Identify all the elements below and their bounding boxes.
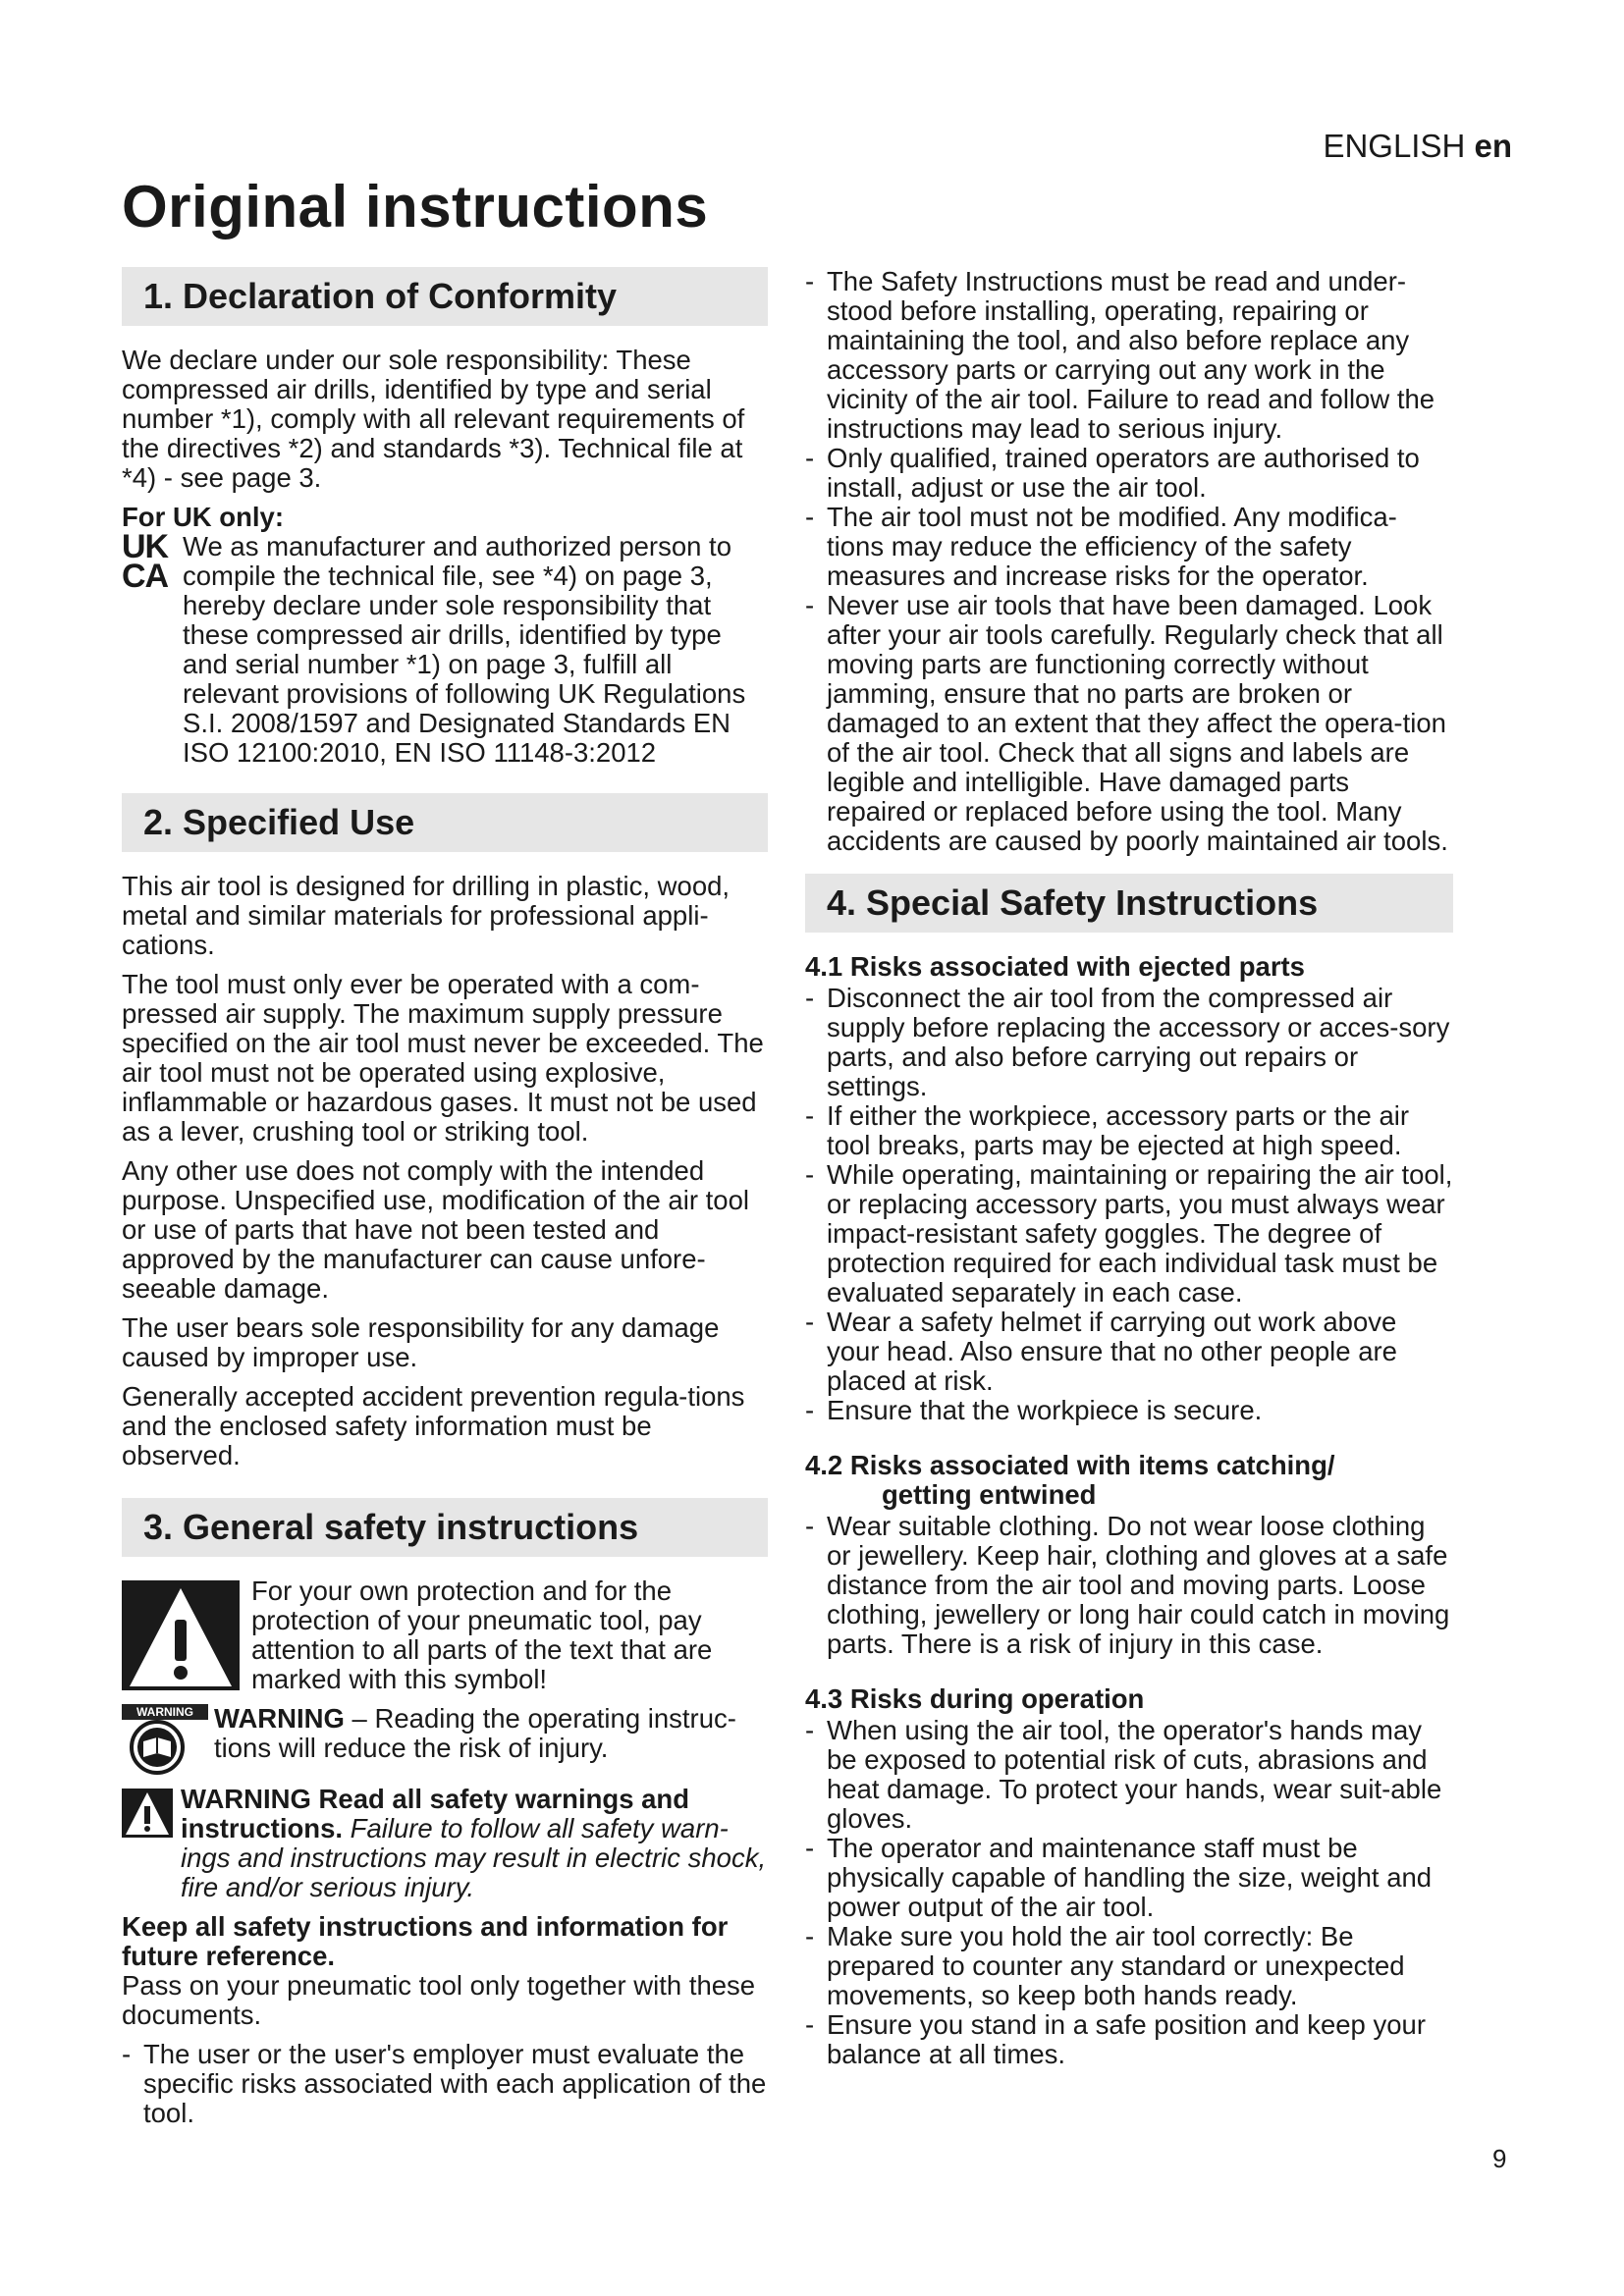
list-item: - The Safety Instructions must be read and under-stood before installing, operating, repairing or maintaining the tool, and also before replace any accessory parts or carrying out any work in the vicinity of the air tool. Failure to read and follow the instructions may lead to serious injury.: [805, 267, 1453, 444]
uk-only-heading: For UK only:: [122, 502, 284, 532]
warning-read-text: [214, 1704, 768, 1763]
specified-use-p2: The tool must only ever be operated with a com-pressed air supply. The maximum supply pressure specified on the air tool must never be exceeded. The air tool must not be operated using explosive, inflammable or hazardous gases. It must not be used as a lever, crushing tool or striking tool.: [122, 969, 764, 1147]
list-item: - Make sure you hold the air tool correctly: Be prepared to counter any standard or unexpected movements, so keep both hands ready.: [805, 1922, 1453, 2010]
list-item: - Only qualified, trained operators are authorised to install, adjust or use the air tool.: [805, 444, 1453, 503]
read-all-text: [181, 1785, 768, 1902]
warning-read-manual: [122, 1704, 768, 1775]
subsection-heading-catching-line1: 4.2 Risks associated with items catching/: [805, 1450, 1335, 1480]
section-heading-declaration: 1. Declaration of Conformity: [122, 267, 768, 326]
list-item: - When using the air tool, the operator's hands may be exposed to potential risk of cuts, abrasions and heat damage. To protect your hands, wear suit-able gloves.: [805, 1716, 1453, 1834]
list-item: - Wear a safety helmet if carrying out work above your head. Also ensure that no other people are placed at risk.: [805, 1308, 1453, 1396]
symbol-note: [122, 1576, 768, 1694]
specified-use-p5: Generally accepted accident prevention regula-tions and the enclosed safety information must be observed.: [122, 1381, 745, 1470]
book-icon: [128, 1720, 187, 1775]
list-item: - If either the workpiece, accessory parts or the air tool breaks, parts may be ejected at high speed.: [805, 1101, 1453, 1160]
language-code: en: [1474, 128, 1512, 164]
list-item: - Disconnect the air tool from the compressed air supply before replacing the accessory or acces-sory parts, and also before carrying out repairs or settings.: [805, 984, 1453, 1101]
language-indicator: [1159, 128, 1512, 165]
ukca-text: We as manufacturer and authorized person to compile the technical file, see *4) on page 3, hereby declare under sole responsibility that these compressed air drills, identified by type and serial number *1) on page 3, fulfill all relevant provisions of following UK Regulations S.I. 2008/1597 and Designated Standards EN ISO 12100:2010, EN ISO 11148-3:2012: [183, 531, 746, 768]
operation-list: [805, 1716, 1453, 2069]
list-item: - Ensure that the workpiece is secure.: [805, 1396, 1453, 1425]
catching-list: [805, 1512, 1453, 1659]
warning-badge: WARNING: [122, 1704, 208, 1720]
subsection-heading-ejected-parts: 4.1 Risks associated with ejected parts: [805, 951, 1305, 982]
warning-text: – Reading the operating instruc-tions will reduce the risk of injury.: [214, 1703, 736, 1763]
page-title: Original instructions: [122, 174, 709, 240]
general-safety-list-right: [805, 267, 1453, 856]
ukca-mark-icon: [122, 528, 183, 768]
left-column: [122, 267, 768, 2128]
subsection-heading-operation: 4.3 Risks during operation: [805, 1683, 1145, 1714]
list-item: - Ensure you stand in a safe position and keep your balance at all times.: [805, 2010, 1453, 2069]
right-column: [805, 267, 1453, 2069]
list-item: - The user or the user's employer must evaluate the specific risks associated with each application of the tool.: [122, 2040, 768, 2128]
read-manual-icon: [122, 1704, 210, 1775]
list-item: - The air tool must not be modified. Any modifica-tions may reduce the efficiency of the safety measures and increase risks for the operator.: [805, 503, 1453, 591]
ukca-declaration: [122, 528, 768, 768]
language-name: ENGLISH: [1323, 128, 1466, 164]
section-heading-special-safety: 4. Special Safety Instructions: [805, 874, 1453, 933]
specified-use-p1: This air tool is designed for drilling in plastic, wood, metal and similar materials for professional appli-cations.: [122, 871, 731, 960]
ukca-mark-top: UK: [122, 528, 169, 565]
ejected-parts-list: [805, 984, 1453, 1425]
read-all-bold: WARNING Read all safety warnings and instructions.: [181, 1784, 690, 1843]
list-item: - Never use air tools that have been damaged. Look after your air tools carefully. Regularly check that all moving parts are functioning correctly without jamming, ensure that no parts are broken or damaged to an extent that they affect the opera-tion of the air tool. Check that all signs and labels are legible and intelligible. Have damaged parts repaired or replaced before using the tool. Many accidents are caused by poorly maintained air tools.: [805, 591, 1453, 856]
list-item: - The operator and maintenance staff must be physically capable of handling the size, weight and power output of the air tool.: [805, 1834, 1453, 1922]
page-number: 9: [1492, 2144, 1507, 2173]
declaration-paragraph: We declare under our sole responsibility: These compressed air drills, identified by type and serial number *1), comply with all relevant requirements of the directives *2) and standards *3). Technical file at *4) - see page 3.: [122, 345, 745, 493]
ukca-mark-bottom: CA: [122, 558, 169, 595]
keep-instructions-heading: Keep all safety instructions and information for future reference.: [122, 1911, 729, 1971]
specified-use-p4: The user bears sole responsibility for any damage caused by improper use.: [122, 1312, 720, 1372]
read-all-warnings: [122, 1785, 768, 1902]
general-safety-list-left: [122, 2040, 768, 2128]
subsection-heading-catching-line2: getting entwined: [882, 1479, 1097, 1510]
symbol-note-text: For your own protection and for the protection of your pneumatic tool, pay attention to all parts of the text that are marked with this symbol!: [251, 1575, 713, 1694]
specified-use-p3: Any other use does not comply with the intended purpose. Unspecified use, modification of the air tool or use of parts that have not been tested and approved by the manufacturer can cause unfore-seeable damage.: [122, 1155, 749, 1304]
section-heading-general-safety: 3. General safety instructions: [122, 1498, 768, 1557]
section-heading-specified-use: 2. Specified Use: [122, 793, 768, 852]
subsection-heading-catching: [805, 1451, 1453, 1510]
list-item: - While operating, maintaining or repairing the air tool, or replacing accessory parts, you must always wear impact-resistant safety goggles. The degree of protection required for each individual task must be evaluated separately in each case.: [805, 1160, 1453, 1308]
warning-triangle-icon: [122, 1580, 240, 1690]
list-item: - Wear suitable clothing. Do not wear loose clothing or jewellery. Keep hair, clothing and gloves at a safe distance from the air tool and moving parts. Loose clothing, jewellery or long hair could catch in moving parts. There is a risk of injury in this case.: [805, 1512, 1453, 1659]
small-warning-triangle-icon: [122, 1789, 173, 1838]
keep-instructions-text: Pass on your pneumatic tool only together with these documents.: [122, 1970, 756, 2030]
warning-label: WARNING: [214, 1703, 345, 1734]
read-all-italic: Failure to follow all safety warn-ings and instructions may result in electric shock, fire and/or serious injury.: [181, 1813, 767, 1902]
